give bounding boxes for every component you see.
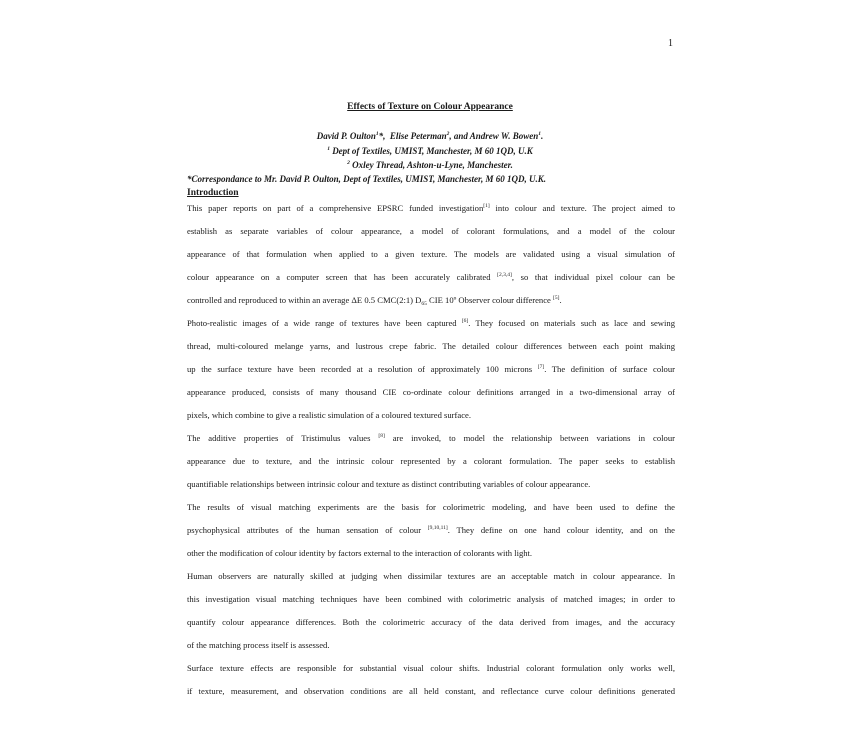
text-line: thread, multi-coloured melange yarns, and lustrous crepe fabric. The detailed colour differences between each point making xyxy=(187,341,675,351)
text-line: Human observers are naturally skilled at judging when dissimilar textures are an acceptable match in colour appearance. In xyxy=(187,571,675,581)
text-line: appearance due to texture, and the intrinsic colour represented by a colorant formulation. The paper seeks to establish xyxy=(187,456,675,466)
author-1-mark: *, xyxy=(378,131,386,141)
affiliation-1 xyxy=(0,146,860,156)
text-line: of the matching process itself is assessed. xyxy=(187,640,330,650)
text-line: establish as separate variables of colour appearance, a model of colorant formulations, and a model of the colour xyxy=(187,226,675,236)
paragraph-1 xyxy=(187,200,675,315)
paragraph-6 xyxy=(187,660,675,706)
text-line: pixels, which combine to give a realistic simulation of a coloured textured surface. xyxy=(187,410,471,420)
text-line: this investigation visual matching techniques have been combined with colorimetric analysis of matched images; in order to xyxy=(187,594,675,604)
citation: [8] xyxy=(378,433,385,439)
illuminant-subscript: 65 xyxy=(421,301,427,307)
paper-title: Effects of Texture on Colour Appearance xyxy=(347,102,513,112)
text-line: The additive properties of Tristimulus values [8] are invoked, to model the relationship between variations in colour xyxy=(187,433,675,443)
text-line: psychophysical attributes of the human sensation of colour [9,10,11]. They define on one hand colour identity, and on the xyxy=(187,525,675,535)
author-3: , and Andrew W. Bowen xyxy=(449,131,539,141)
affiliation-1-text: Dept of Textiles, UMIST, Manchester, M 60 1QD, U.K xyxy=(332,146,533,156)
affiliation-2-text: Oxley Thread, Ashton-u-Lyne, Manchester. xyxy=(352,160,513,170)
correspondence-note: *Correspondance to Mr. David P. Oulton, Dept of Textiles, UMIST, Manchester, M 60 1QD, U.K. xyxy=(187,174,546,184)
citation: [6] xyxy=(461,318,469,324)
paragraph-5 xyxy=(187,568,675,660)
text-line: quantify colour appearance differences. Both the colorimetric accuracy of the data derived from images, and the accuracy xyxy=(187,617,675,627)
citation: [9,10,11] xyxy=(427,525,448,531)
text-line: appearance produced, consists of many thousand CIE co-ordinate colour definitions arranged in a two-dimensional array of xyxy=(187,387,675,397)
paragraph-2 xyxy=(187,315,675,430)
citation: [5] xyxy=(553,295,560,301)
text-line: other the modification of colour identity by factors external to the interaction of colorants with light. xyxy=(187,548,533,558)
citation: [7] xyxy=(537,364,545,370)
text-line: controlled and reproduced to within an average ΔE 0.5 CMC(2:1) $D_{65}$ CIE 10º Observer colour difference [5]. xyxy=(187,295,562,307)
text-line: appearance of that formulation when applied to a given texture. The models are validated using a visual simulation of xyxy=(187,249,675,259)
body-text xyxy=(187,200,675,706)
author-3-affil: 1 xyxy=(538,131,541,137)
affiliation-2 xyxy=(0,160,860,170)
text-line: quantifiable relationships between intrinsic colour and texture as distinct contributing variables of colour appearance. xyxy=(187,479,591,489)
author-list-end: . xyxy=(540,131,544,141)
citation: [2,3,4] xyxy=(497,272,512,278)
author-list xyxy=(0,131,860,141)
text-line: if texture, measurement, and observation conditions are all held constant, and reflectance curve colour definitions generated xyxy=(187,686,675,696)
affiliation-1-mark: 1 xyxy=(327,146,330,152)
text-line: colour appearance on a computer screen that has been accurately calibrated [2,3,4], so that individual pixel colour can be xyxy=(187,272,675,282)
section-heading: Introduction xyxy=(187,188,239,198)
author-2: Elise Peterman xyxy=(389,131,447,141)
author-1-affil: 1 xyxy=(375,131,379,137)
text-line: The results of visual matching experiments are the basis for colorimetric modeling, and have been used to define the xyxy=(187,502,675,512)
author-2-affil: 2 xyxy=(446,131,450,137)
citation: [1] xyxy=(483,203,490,209)
paragraph-4 xyxy=(187,499,675,568)
affiliation-2-mark: 2 xyxy=(347,160,350,166)
text-line: Photo-realistic images of a wide range of textures have been captured [6]. They focused on materials such as lace and sewing xyxy=(187,318,675,328)
author-1: David P. Oulton xyxy=(316,131,376,141)
page-number: 1 xyxy=(668,38,673,49)
text-line: Surface texture effects are responsible for substantial visual colour shifts. Industrial colorant formulation only works well, xyxy=(187,663,675,673)
text-line: up the surface texture have been recorded at a resolution of approximately 100 microns [7]. The definition of surface colour xyxy=(187,364,675,374)
paragraph-3 xyxy=(187,430,675,499)
text-line: This paper reports on part of a comprehensive EPSRC funded investigation[1] into colour and texture. The project aimed to xyxy=(187,203,675,213)
